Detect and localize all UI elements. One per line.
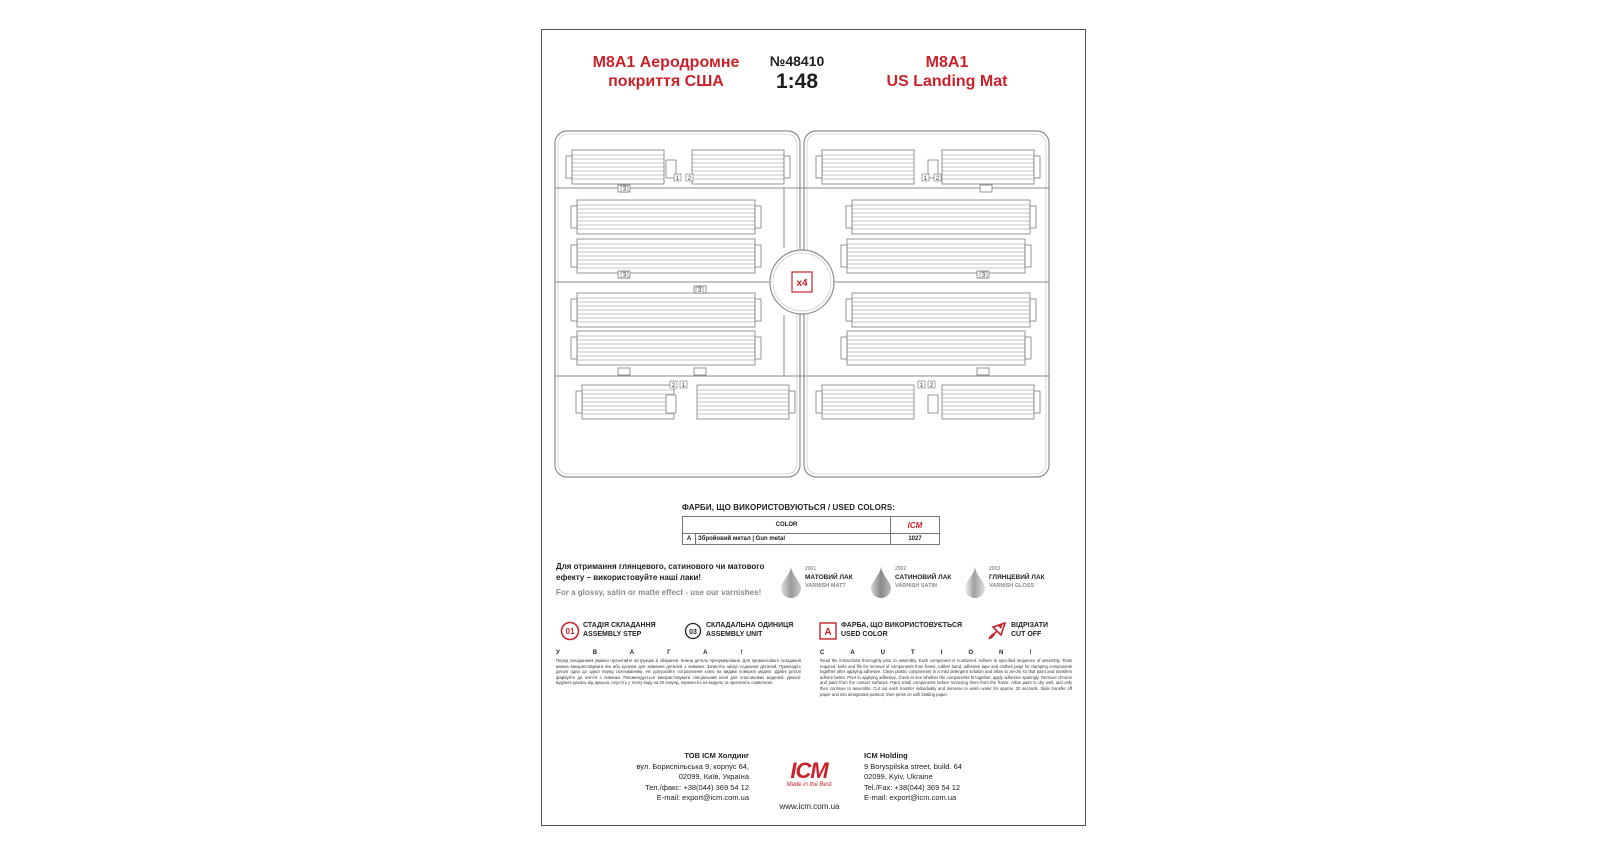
part-number-1-right: 1 — [923, 176, 928, 182]
varnish-text-ua-line2: ефекту – використовуйте наші лаки! — [556, 573, 702, 582]
part-number-2: 2 — [687, 176, 692, 182]
varnish-gloss-number: 2003 — [989, 566, 1001, 572]
icm-logo-text: ICM — [790, 758, 828, 783]
company-address-ua-line1: вул. Бориспільська 9, корпус 64, — [636, 761, 749, 771]
varnish-gloss-name-en: VARNISH GLOSS — [989, 583, 1035, 589]
varnish-matt-number: 2001 — [805, 566, 817, 572]
varnish-text-ua-line1: Для отримання глянцевого, сатинового чи матового — [556, 562, 765, 571]
icm-logo-small: ICM — [907, 520, 923, 530]
icm-logo-tagline: Made in the Best — [786, 782, 832, 788]
varnish-item-matt — [780, 562, 860, 602]
drop-gloss-icon — [964, 566, 986, 598]
legend-cut-off — [987, 619, 1077, 643]
used-colors-heading: ФАРБИ, ЩО ВИКОРИСТОВУЮТЬСЯ / USED COLORS: — [682, 503, 896, 512]
company-address-en-line2: 02099, Kyiv, Ukraine — [864, 772, 933, 781]
color-name: Збройовий метал | Gun metal — [696, 534, 891, 545]
catalog-block — [742, 52, 852, 94]
assembly-step-icon — [560, 621, 580, 641]
varnish-matt-name-en: VARNISH MATT — [805, 583, 846, 589]
part-number-2-right: 2 — [935, 176, 940, 182]
company-address-en-line1: 9 Boryspilska street, build. 64 — [864, 761, 962, 771]
company-phone-ua: Тел./факс: +38(044) 369 54 12 — [645, 782, 749, 792]
table-row — [683, 534, 940, 545]
caution-title-en — [820, 650, 1072, 656]
title-en-line2: US Landing Mat — [886, 73, 1008, 90]
color-column-header: COLOR — [683, 517, 891, 534]
part-number-3-left-mid: 3 — [622, 273, 627, 279]
table-header-row — [683, 517, 940, 534]
legend-used-color-ua: ФАРБА, ЩО ВИКОРИСТОВУЄТЬСЯ — [841, 622, 963, 629]
company-email-en: E-mail: export@icm.com.ua — [864, 793, 957, 802]
color-code: A — [683, 534, 696, 545]
drop-satin-icon — [870, 566, 892, 598]
caution-title-en-text: CAUTION! — [820, 650, 1058, 656]
varnish-item-gloss — [964, 562, 1064, 602]
varnish-matt-name-ua: МАТОВИЙ ЛАК — [805, 574, 853, 581]
title-ua-line2: покриття США — [608, 73, 724, 90]
legend-cut-off-ua: ВІДРІЗАТИ — [1011, 622, 1048, 629]
caution-title-ua-text: УВАГА! — [556, 650, 776, 656]
legend-used-color-en: USED COLOR — [841, 631, 888, 638]
part-number-1: 1 — [675, 176, 680, 182]
website-link[interactable]: www.icm.com.ua — [779, 802, 840, 811]
company-name-en: ICM Holding — [864, 751, 908, 760]
title-en-line1: M8A1 — [925, 54, 969, 71]
company-name-ua: ТОВ ICM Холдинг — [684, 751, 749, 760]
varnish-text-ua — [556, 561, 786, 583]
caution-block-ua — [556, 650, 801, 686]
legend-used-color — [819, 619, 979, 643]
varnish-text-en: For a glossy, satin or matte effect - use our varnishes! — [556, 588, 762, 597]
company-phone-en: Tel./Fax: +38(044) 369 54 12 — [864, 782, 961, 792]
caution-text-ua: Перед складанням уважно прочитайте інструкцію зі збирання. Кожна деталь пронумерована. Для промислового складання можна використовувати ніж або кусачки для знімання деталей з ливника. Зачистіть місця з'єднання деталей. Прикладіть деталі одна до одної перед склеюванням. Не допускайте потрапляння клею на видимі поверхні моделі. Дрібні деталі фарбуйте до зняття з ливника. Рекомендується використовувати спеціальний клей для пластикових моделей. Декалі: відріжте декаль від аркуша, опустіть у теплу воду на 20 секунд, перенесіть на модель та притисніть серветкою. — [556, 658, 801, 686]
catalog-number: №48410 — [769, 53, 825, 69]
icm-logo-cell — [891, 517, 940, 534]
part-number-1-bottom-right: 1 — [919, 383, 924, 389]
caution-block-en — [820, 650, 1072, 697]
legend-assembly-unit-ua: СКЛАДАЛЬНА ОДИНИЦЯ — [706, 622, 794, 629]
title-ua-line1: M8A1 Аеродромне — [592, 54, 740, 71]
caution-title-ua — [556, 650, 801, 656]
varnish-gloss-name-ua: ГЛЯНЦЕВИЙ ЛАК — [989, 574, 1045, 581]
sprue-diagram — [552, 130, 1052, 478]
scale-label: 1:48 — [775, 70, 819, 93]
multiplier-label: x4 — [796, 278, 808, 289]
title-ukrainian — [566, 53, 766, 91]
varnish-item-satin — [870, 562, 960, 602]
assembly-unit-icon — [684, 622, 702, 640]
used-color-icon — [819, 622, 837, 640]
legend-cut-off-en: CUT OFF — [1011, 631, 1042, 638]
legend-assembly-step — [560, 619, 685, 643]
part-number-2-bottom: 2 — [671, 383, 676, 389]
assembly-unit-icon-text: 03 — [689, 629, 697, 636]
assembly-step-icon-text: 01 — [565, 627, 575, 636]
legend-assembly-step-en: ASSEMBLY STEP — [583, 631, 642, 638]
part-number-2-bottom-right: 2 — [929, 383, 934, 389]
varnish-satin-name-en: VARNISH SATIN — [895, 583, 937, 589]
company-address-ua — [626, 751, 749, 804]
part-number-3-right-mid: 3 — [981, 273, 986, 279]
title-english — [862, 53, 1032, 91]
used-color-icon-text: A — [824, 627, 832, 638]
company-address-ua-line2: 02099, Київ, Україна — [678, 772, 749, 781]
company-address-en — [864, 751, 1004, 804]
legend-assembly-unit — [684, 619, 809, 643]
part-number-3: 3 — [622, 187, 627, 193]
color-number: 1027 — [891, 534, 940, 545]
instruction-sheet — [541, 29, 1086, 826]
caution-text-en: Read the instructions thoroughly prior to assembly. Each component is numbered. Adhere to specified sequence of assembly. Tools required: knife and file for removal of components from frame, rubber band, adhesive tape and clothes pegs for clamping components together after applying adhesive. Clean plastic components in a mild detergent solution and allow to air-dry so that paint and transfers adhere better. Prior to applying adhesive, check to see whether the components fit together, apply adhesive sparingly. Remove chrome and paint from the contact surfaces. Paint small components before removing them from the frame. Allow paint to dry well, and only then continue to assemble. Cut out each transfer individually and immerse in warm water for approx. 20 seconds. Slide transfer off paper and into designated position, then press on with blotting paper. — [820, 658, 1072, 697]
used-colors-table — [682, 516, 940, 545]
company-email-ua: E-mail: export@icm.com.ua — [656, 793, 749, 802]
varnish-satin-number: 2002 — [895, 566, 907, 572]
varnish-satin-name-ua: САТИНОВИЙ ЛАК — [895, 574, 952, 581]
legend-assembly-unit-en: ASSEMBLY UNIT — [706, 631, 763, 638]
icm-logo — [764, 760, 854, 800]
part-number-3-left-mid2: 3 — [697, 288, 702, 294]
legend-assembly-step-ua: СТАДІЯ СКЛАДАННЯ — [583, 622, 656, 629]
part-number-1-bottom: 1 — [681, 383, 686, 389]
cut-off-icon — [987, 621, 1007, 641]
drop-matt-icon — [780, 566, 802, 598]
